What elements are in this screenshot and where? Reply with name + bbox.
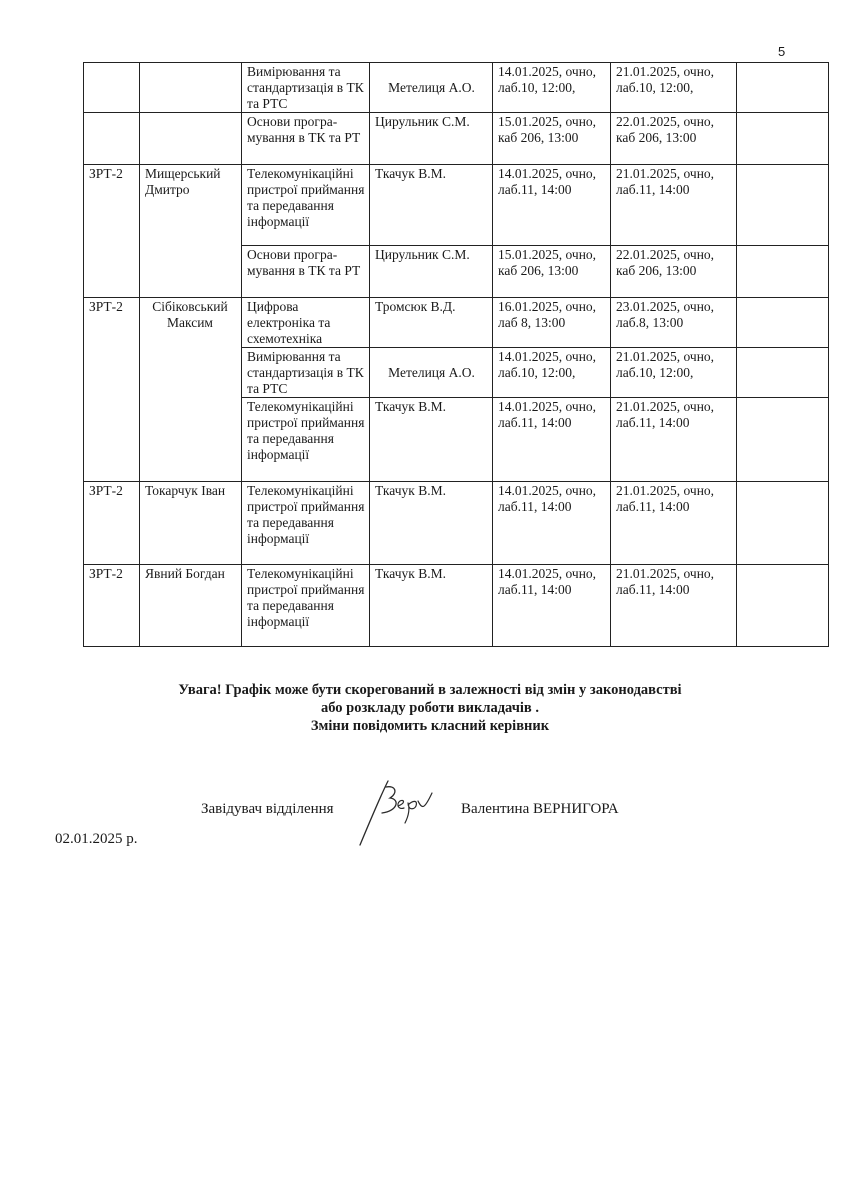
subject-cell: Вимірювання та стандартизація в ТК та РТС bbox=[242, 63, 370, 113]
teacher-cell: Ткачук В.М. bbox=[370, 482, 493, 565]
empty-cell bbox=[737, 113, 829, 165]
student-cell: Сібіковський Максим bbox=[140, 298, 242, 482]
empty-cell bbox=[737, 348, 829, 398]
empty-cell bbox=[737, 565, 829, 647]
subject-cell: Телекомунікаційні пристрої приймання та передавання інформації bbox=[242, 565, 370, 647]
student-cell: Мищерський Дмитро bbox=[140, 165, 242, 298]
teacher-cell: Ткачук В.М. bbox=[370, 398, 493, 482]
subject-cell: Цифрова електроніка та схемотехніка bbox=[242, 298, 370, 348]
empty-cell bbox=[737, 298, 829, 348]
date2-cell: 22.01.2025, очно, каб 206, 13:00 bbox=[611, 113, 737, 165]
date1-cell: 14.01.2025, очно, лаб.10, 12:00, bbox=[493, 63, 611, 113]
exam-schedule-table bbox=[83, 62, 829, 647]
teacher-cell: Цирульник С.М. bbox=[370, 113, 493, 165]
table-row bbox=[84, 298, 829, 348]
page-number: 5 bbox=[778, 44, 786, 59]
subject-cell: Телекомунікаційні пристрої приймання та передавання інформації bbox=[242, 482, 370, 565]
student-cell: Токарчук Іван bbox=[140, 482, 242, 565]
date1-cell: 15.01.2025, очно, каб 206, 13:00 bbox=[493, 246, 611, 298]
date2-cell: 21.01.2025, очно, лаб.11, 14:00 bbox=[611, 398, 737, 482]
student-cell bbox=[140, 63, 242, 113]
empty-cell bbox=[737, 246, 829, 298]
table-row bbox=[84, 565, 829, 647]
date2-cell: 23.01.2025, очно, лаб.8, 13:00 bbox=[611, 298, 737, 348]
group-cell: ЗРТ-2 bbox=[84, 165, 140, 298]
table-row bbox=[84, 63, 829, 113]
subject-cell: Основи програ-мування в ТК та РТ bbox=[242, 113, 370, 165]
date2-cell: 21.01.2025, очно, лаб.10, 12:00, bbox=[611, 348, 737, 398]
table-row bbox=[84, 482, 829, 565]
subject-cell: Вимірювання та стандартизація в ТК та РТС bbox=[242, 348, 370, 398]
empty-cell bbox=[737, 63, 829, 113]
notice-line: Увага! Графік може бути скорегований в залежності від змін у законодавстві bbox=[178, 682, 682, 698]
date2-cell: 21.01.2025, очно, лаб.11, 14:00 bbox=[611, 565, 737, 647]
signatory-title: Завідувач відділення bbox=[201, 801, 334, 817]
teacher-cell: Метелиця А.О. bbox=[370, 63, 493, 113]
teacher-cell: Метелиця А.О. bbox=[370, 348, 493, 398]
date1-cell: 14.01.2025, очно, лаб.11, 14:00 bbox=[493, 165, 611, 246]
date1-cell: 14.01.2025, очно, лаб.11, 14:00 bbox=[493, 398, 611, 482]
notice-line: або розкладу роботи викладачів . bbox=[320, 700, 540, 716]
group-cell bbox=[84, 63, 140, 113]
date1-cell: 14.01.2025, очно, лаб.11, 14:00 bbox=[493, 482, 611, 565]
student-cell bbox=[140, 113, 242, 165]
subject-cell: Основи програ-мування в ТК та РТ bbox=[242, 246, 370, 298]
student-cell: Явний Богдан bbox=[140, 565, 242, 647]
table-row bbox=[84, 165, 829, 246]
empty-cell bbox=[737, 398, 829, 482]
date1-cell: 14.01.2025, очно, лаб.10, 12:00, bbox=[493, 348, 611, 398]
document-date: 02.01.2025 р. bbox=[55, 831, 138, 847]
teacher-cell: Ткачук В.М. bbox=[370, 165, 493, 246]
date2-cell: 21.01.2025, очно, лаб.11, 14:00 bbox=[611, 482, 737, 565]
signatory-name: Валентина ВЕРНИГОРА bbox=[461, 801, 619, 817]
group-cell: ЗРТ-2 bbox=[84, 298, 140, 482]
date1-cell: 16.01.2025, очно, лаб 8, 13:00 bbox=[493, 298, 611, 348]
empty-cell bbox=[737, 482, 829, 565]
subject-cell: Телекомунікаційні пристрої приймання та передавання інформації bbox=[242, 398, 370, 482]
group-cell bbox=[84, 113, 140, 165]
group-cell: ЗРТ-2 bbox=[84, 482, 140, 565]
notice-line: Зміни повідомить класний керівник bbox=[310, 718, 550, 734]
handwritten-signature bbox=[352, 779, 434, 849]
date2-cell: 22.01.2025, очно, каб 206, 13:00 bbox=[611, 246, 737, 298]
teacher-cell: Ткачук В.М. bbox=[370, 565, 493, 647]
subject-cell: Телекомунікаційні пристрої приймання та передавання інформації bbox=[242, 165, 370, 246]
date1-cell: 14.01.2025, очно, лаб.11, 14:00 bbox=[493, 565, 611, 647]
teacher-cell: Цирульник С.М. bbox=[370, 246, 493, 298]
date2-cell: 21.01.2025, очно, лаб.11, 14:00 bbox=[611, 165, 737, 246]
schedule-notice bbox=[100, 681, 760, 735]
teacher-cell: Тромсюк В.Д. bbox=[370, 298, 493, 348]
date1-cell: 15.01.2025, очно, каб 206, 13:00 bbox=[493, 113, 611, 165]
table-row bbox=[84, 113, 829, 165]
date2-cell: 21.01.2025, очно, лаб.10, 12:00, bbox=[611, 63, 737, 113]
group-cell: ЗРТ-2 bbox=[84, 565, 140, 647]
empty-cell bbox=[737, 165, 829, 246]
